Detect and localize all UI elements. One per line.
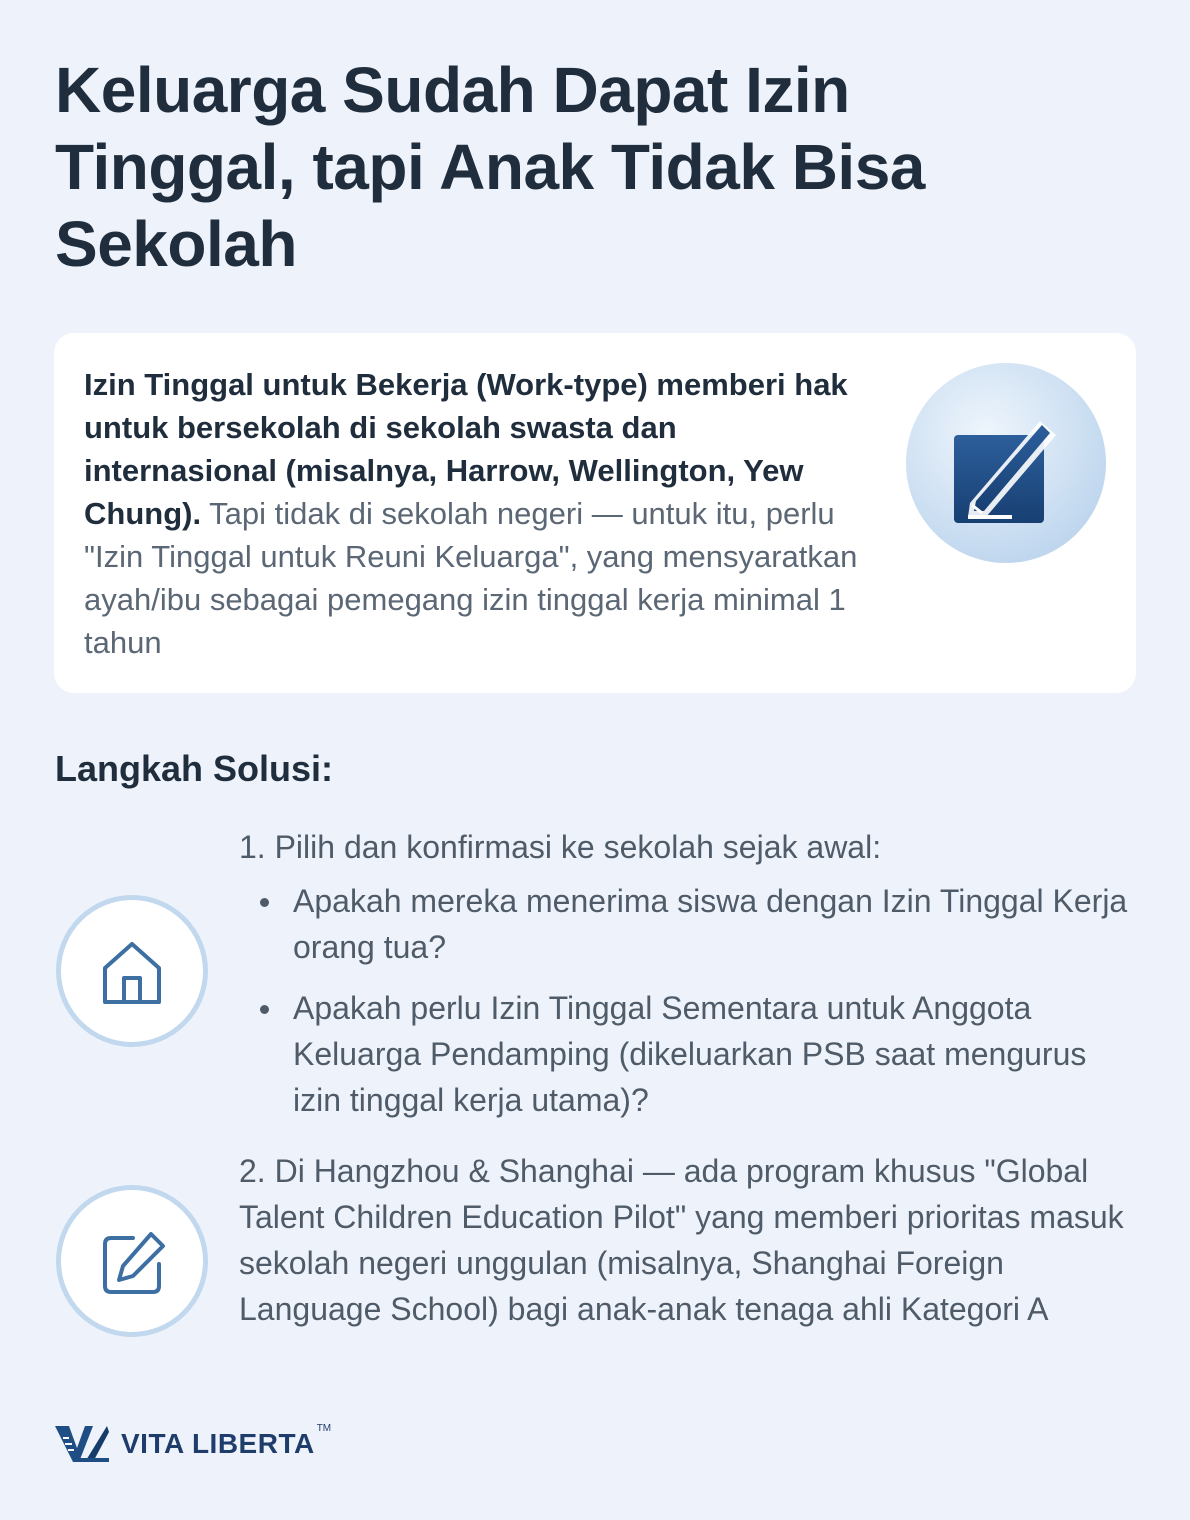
info-card-bold-text: Izin Tinggal untuk Bekerja (Work-type) memberi hak untuk bersekolah di sekolah swasta dan internasional (misalnya, Harrow, Wellington, Yew Chung). (84, 367, 848, 531)
trademark: TM (316, 1422, 332, 1434)
step-1-text: 1. Pilih dan konfirmasi ke sekolah sejak awal: (239, 829, 882, 865)
brand-name: VITA LIBERTA (121, 1428, 315, 1459)
list-item: Apakah mereka menerima siswa dengan Izin Tinggal Kerja orang tua? (258, 878, 1138, 970)
page-title: Keluarga Sudah Dapat Izin Tinggal, tapi Anak Tidak Bisa Sekolah (55, 54, 925, 280)
brand-logo (55, 1422, 331, 1466)
info-card-normal-text: Tapi tidak di sekolah negeri — untuk itu, perlu "Izin Tinggal untuk Reuni Keluarga", yang mensyaratkan ayah/ibu sebagai pemegang izin tinggal kerja minimal 1 tahun (84, 496, 858, 660)
home-icon (56, 895, 208, 1047)
info-card-text (84, 363, 874, 664)
info-card (54, 333, 1136, 693)
edit-icon (56, 1185, 208, 1337)
list-item: Apakah perlu Izin Tinggal Sementara untuk Anggota Keluarga Pendamping (dikeluarkan PSB saat mengurus izin tinggal kerja utama)? (258, 985, 1138, 1123)
vita-liberta-logo-icon (55, 1424, 109, 1464)
step-2-text: 2. Di Hangzhou & Shanghai — ada program khusus "Global Talent Children Education Pilot" yang memberi prioritas masuk sekolah negeri unggulan (misalnya, Shanghai Foreign Language School) bagi anak-anak tenaga ahli Kategori A (239, 1153, 1124, 1327)
section-title: Langkah Solusi: (55, 748, 334, 789)
edit-pen-icon (906, 363, 1106, 563)
step-1-bullets (258, 878, 1138, 1138)
